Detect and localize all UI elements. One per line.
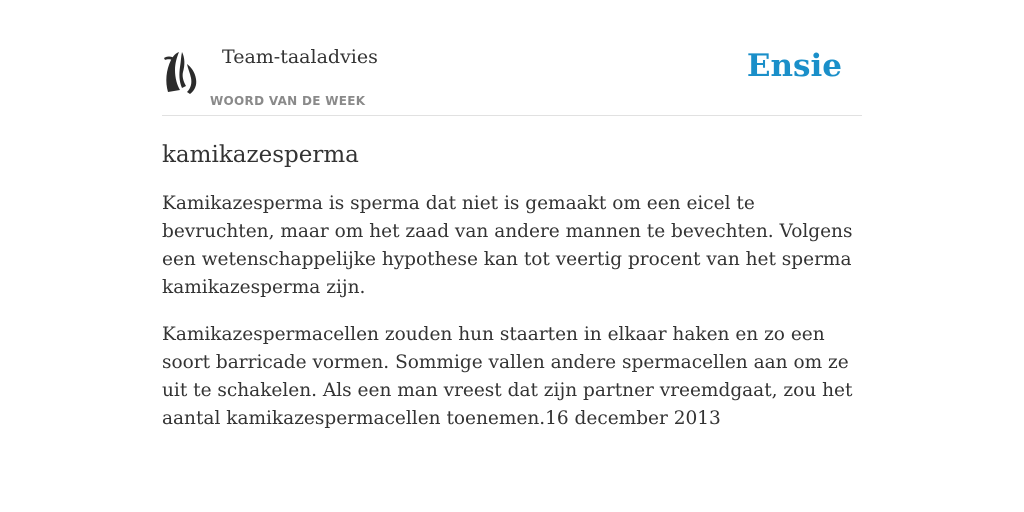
- word-card: [162, 40, 862, 452]
- definition-paragraph: Kamikazesperma is sperma dat niet is gemaakt om een eicel te bevruchten, maar om het zaad van andere mannen te bevechten. Volgens een wetenschappelijke hypothese kan tot veertig procent van het sperma kamikazesperma zijn.: [162, 193, 853, 298]
- source-name[interactable]: Team-taaladvies: [222, 46, 378, 68]
- section-label: WOORD VAN DE WEEK: [210, 94, 366, 108]
- word-title: kamikazesperma: [162, 142, 359, 168]
- definition-body: [162, 190, 862, 433]
- brand-logo[interactable]: Ensie: [746, 48, 842, 84]
- definition-paragraph: Kamikazespermacellen zouden hun staarten in elkaar haken en zo een soort barricade vormen. Sommige vallen andere spermacellen aan om ze uit te schakelen. Als een man vreest dat zijn partner vreemdgaat, zou het aantal kamikazespermacellen toenemen.16 december 2013: [162, 324, 853, 429]
- publication-date: 16 december 2013: [545, 408, 721, 429]
- card-header: [162, 40, 862, 116]
- lion-logo-icon: [162, 48, 200, 96]
